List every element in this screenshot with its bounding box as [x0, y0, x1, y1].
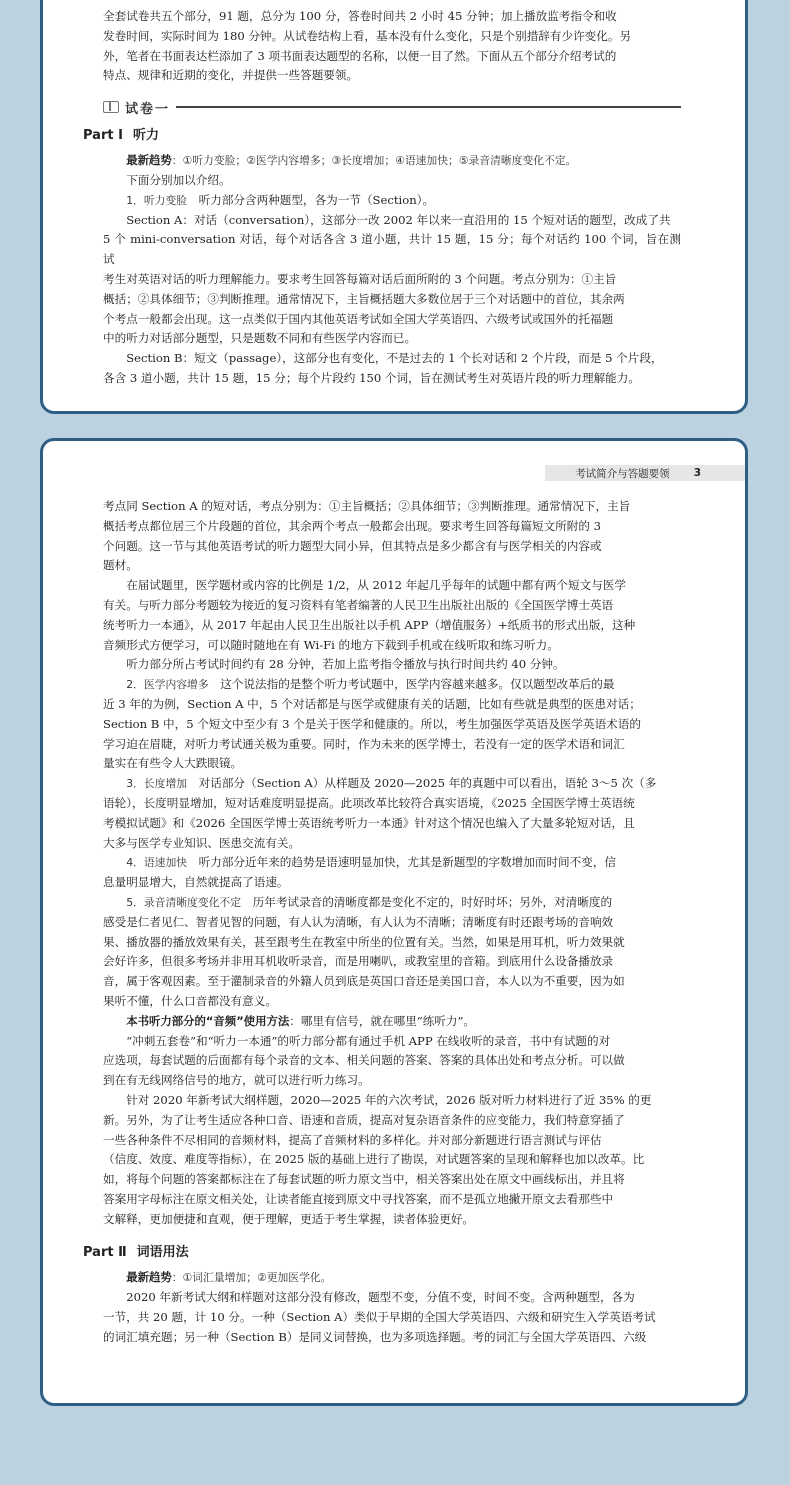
- intro-paragraph: [103, 7, 681, 86]
- text-line: 5 个 mini-conversation 对话，每个对话各含 3 道小题，共计 15 题，15 分；每个对话约 100 个词，旨在测试: [103, 232, 681, 267]
- item3-head: 3．长度增加: [126, 777, 188, 791]
- text-line: 如，将每个问题的答案都标注在了每套试题的听力原文当中，相关答案出处在原文中画线标出，并且将: [103, 1172, 625, 1187]
- item1-text: 听力部分含两种题型，各为一节（Section）。: [187, 192, 435, 207]
- section-heading: [103, 98, 681, 116]
- trend-line: [103, 1268, 681, 1288]
- text-line: 到在有无线网络信号的地方，就可以进行听力练习。: [103, 1073, 370, 1088]
- item2-text: 这个说法指的是整个听力考试题中，医学内容越来越多。仅以题型改革后的最: [208, 677, 615, 692]
- text-line: 会好许多，但很多考场并非用耳机收听录音，而是用喇叭，或教室里的音箱。到底用什么设备播放录: [103, 954, 614, 969]
- text-line: 应选项，每套试题的后面都有每个录音的文本、相关问题的答案、答案的具体出处和考点分析。可以做: [103, 1053, 625, 1068]
- text-line: 全套试卷共五个部分，91 题，总分为 100 分，答卷时间共 2 小时 45 分钟；加上播放监考指令和收: [103, 9, 617, 23]
- text-line: 题材。: [103, 558, 138, 573]
- text-line: 的词汇填充题；另一种（Section B）是同义词替换，也为多项选择题。考的词汇与全国大学英语四、六级: [103, 1329, 647, 1344]
- text-line: 一节，共 20 题，计 10 分。一种（Section A）类似于早期的全国大学英语四、六级和研究生入学英语考试: [103, 1310, 656, 1325]
- text-line: 中的听力对话部分题型，只是题数不同和有些医学内容而已。: [103, 331, 417, 346]
- text-line: 音，属于客观因素。至于灌制录音的外籍人员到底是英国口音还是美国口音，本人以为不重要，因为如: [103, 974, 625, 989]
- text-line: 一些各种条件不尽相同的音频材料，提高了音频材料的多样化。并对部分新题进行语言测试与评估: [103, 1132, 602, 1147]
- audio-usage-text: ：哪里有信号，就在哪里“练听力”。: [289, 1013, 476, 1028]
- part-heading-vocabulary: [83, 1241, 681, 1260]
- text-line: 有关。与听力部分考题较为接近的复习资料有笔者编著的人民卫生出版社出版的《全国医学博士英语: [103, 597, 614, 612]
- page-card-top: [40, 0, 748, 414]
- part-title: 听力: [132, 128, 159, 144]
- part-title: 词语用法: [136, 1245, 189, 1261]
- item2-head: 2．医学内容增多: [126, 678, 209, 692]
- part-number: Part Ⅰ: [83, 128, 123, 144]
- section-title: 试卷一: [125, 101, 171, 117]
- text-line: [103, 675, 681, 695]
- audio-usage-label: 本书听力部分的“音频”使用方法: [126, 1013, 290, 1028]
- text-line: （信度、效度、难度等指标），在 2025 版的基础上进行了勘误，对试题答案的呈现和解释也加以改革。比: [103, 1152, 645, 1167]
- text-line: 听力部分所占考试时间约有 28 分钟，若加上监考指令播放与执行时间共约 40 分钟。: [126, 657, 565, 672]
- text-line: 新。另外，为了让考生适应各种口音、语速和音质，提高对复杂语音条件的应变能力，我们特意穿插了: [103, 1112, 625, 1127]
- text-line: “冲刺五套卷”和“听力一本通”的听力部分都有通过手机 APP 在线收听的录音，书中有试题的对: [126, 1033, 611, 1048]
- text-line: 发卷时间，实际时间为 180 分钟。从试卷结构上看，基本没有什么变化，只是个别措辞有少许变化。另: [103, 28, 632, 43]
- running-header: [545, 465, 745, 481]
- text-line: 文解释，更加便捷和直观，便于理解，更适于考生掌握，读者体验更好。: [103, 1211, 475, 1226]
- book-icon: [103, 101, 119, 113]
- update-paragraph: [103, 1091, 681, 1230]
- text-line: [103, 774, 681, 794]
- text-line: 果听不懂，什么口音都没有意义。: [103, 993, 277, 1008]
- header-title: 考试简介与答题要领: [575, 467, 670, 480]
- text-line: 息量明显增大，自然就提高了语速。: [103, 875, 289, 890]
- text-line: 特点、规律和近期的变化，并提供一些答题要领。: [103, 68, 359, 83]
- follow-line: 下面分别加以介绍。: [126, 172, 231, 187]
- text-line: 考点同 Section A 的短对话，考点分别为：①主旨概括；②具体细节；③判断推理。通常情况下，主旨: [103, 499, 631, 513]
- text-line: 在届试题里，医学题材或内容的比例是 1/2，从 2012 年起几乎每年的试题中都有两个短文与医学: [126, 578, 626, 593]
- text-line: [103, 853, 681, 873]
- section-rule: [176, 106, 681, 108]
- trend-text: ：①听力变脸；②医学内容增多；③长度增加；④语速加快；⑤录音清晰度变化不定。: [171, 154, 577, 168]
- item1-head: 1．听力变脸: [126, 193, 188, 207]
- part-number: Part Ⅱ: [83, 1245, 127, 1261]
- page-content-top: [83, 7, 681, 389]
- section-b-paragraph: [103, 349, 681, 389]
- item4-head: 4．语速加快: [126, 856, 188, 870]
- item5-head: 5．录音清晰度变化不定: [126, 895, 242, 909]
- item3-paragraph: [103, 774, 681, 853]
- trend-line: [103, 151, 681, 171]
- item2-paragraph: [103, 675, 681, 774]
- audio-usage-line: [103, 1012, 681, 1032]
- item5-text: 历年考试录音的清晰度都是变化不定的，时好时坏；另外，对清晰度的: [241, 894, 613, 909]
- text-line: Section B：短文（passage），这部分也有变化，不是过去的 1 个长对话和 2 个片段，而是 5 个片段，: [126, 351, 663, 366]
- text-line: [103, 893, 681, 913]
- item4-paragraph: [103, 853, 681, 893]
- page-card-3: [40, 438, 748, 1406]
- part-heading-listening: [83, 124, 681, 143]
- page-number: 3: [693, 467, 701, 479]
- text-line: 学习迫在眉睫，对听力考试通关极为重要。同时，作为未来的医学博士，若没有一定的医学术语和词汇: [103, 736, 625, 751]
- text-line: 针对 2020 年新考试大纲样题，2020—2025 年的六次考试，2026 版对听力材料进行了近 35% 的更: [126, 1092, 652, 1107]
- text-line: 2020 年新考试大纲和样题对这部分没有修改，题型不变，分值不变，时间不变。含两种题型，各为: [126, 1290, 635, 1305]
- text-line: 答案用字母标注在原文相关处，让读者能直接到原文中寻找答案，而不是孤立地撇开原文去看那些中: [103, 1191, 614, 1206]
- app-paragraph: [103, 1032, 681, 1091]
- text-line: 音频形式方便学习，可以随时随地在有 Wi-Fi 的地方下载到手机或在线听取和练习听力。: [103, 637, 559, 652]
- trend-label: 最新趋势: [126, 153, 172, 168]
- vocab-paragraph: [103, 1288, 681, 1347]
- item4-text: 听力部分近年来的趋势是语速明显加快，尤其是新题型的字数增加而时间不变，信: [187, 855, 617, 870]
- text-line: 概括；②具体细节；③判断推理。通常情况下，主旨概括题大多数位居于三个对话题中的首位，其余两: [103, 291, 625, 306]
- text-line: 外，笔者在书面表达栏添加了 3 项书面表达题型的名称，以便一目了然。下面从五个部分介绍考试的: [103, 48, 617, 63]
- text-line: 大多与医学专业知识、医患交流有关。: [103, 835, 301, 850]
- text-line: 语轮），长度明显增加，短对话难度明显提高。此项改革比较符合真实语境，《2025 全国医学博士英语统: [103, 795, 635, 810]
- text-line: Section A：对话（conversation），这部分一改 2002 年以来一直沿用的 15 个短对话的题型，改成了共: [126, 212, 671, 227]
- paragraph: [103, 576, 681, 655]
- paragraph: [103, 497, 681, 576]
- text-line: 感受是仁者见仁、智者见智的问题，有人认为清晰，有人认为不清晰；清晰度有时还跟考场的音响效: [103, 914, 614, 929]
- text-line: Section B 中，5 个短文中至少有 3 个是关于医学和健康的。所以，考生加强医学英语及医学英语术语的: [103, 716, 641, 731]
- item3-text: 对话部分（Section A）从样题及 2020—2025 年的真题中可以看出，语轮 3～5 次（多: [187, 776, 657, 791]
- item1-line: [103, 191, 681, 211]
- text-line: 概括考点都位居三个片段题的首位，其余两个考点一般都会出现。要求考生回答每篇短文所附的 3: [103, 518, 602, 533]
- text-line: 个问题。这一节与其他英语考试的听力题型大同小异，但其特点是多少都含有与医学相关的内容或: [103, 538, 602, 553]
- text-line: 考生对英语对话的听力理解能力。要求考生回答每篇对话后面所附的 3 个问题。考点分别为：①主旨: [103, 271, 617, 286]
- trend-text: ：①词汇量增加；②更加医学化。: [171, 1271, 332, 1285]
- section-a-paragraph: [103, 211, 681, 350]
- text-line: 量实在有些令人大跌眼镜。: [103, 756, 243, 771]
- text-line: 统考听力一本通》，从 2017 年起由人民卫生出版社以手机 APP（增值服务）+纸质书的形式出版，这种: [103, 617, 636, 632]
- text-line: 个考点一般都会出现。这一点类似于国内其他英语考试如全国大学英语四、六级考试或国外的托福题: [103, 311, 614, 326]
- text-line: 各含 3 道小题，共计 15 题，15 分；每个片段约 150 个词，旨在测试考生对英语片段的听力理解能力。: [103, 370, 640, 385]
- text-line: 近 3 年的为例，Section A 中，5 个对话都是与医学或健康有关的话题，比如有些就是典型的医患对话；: [103, 696, 641, 711]
- item5-paragraph: [103, 893, 681, 1012]
- trend-label: 最新趋势: [126, 1270, 172, 1285]
- text-line: 果、播放器的播放效果有关，甚至跟考生在教室中所坐的位置有关。当然，如果是用耳机，听力效果就: [103, 934, 625, 949]
- text-line: 考模拟试题》和《2026 全国医学博士英语统考听力一本通》针对这个情况也编入了大量多轮短对话，且: [103, 815, 635, 830]
- page-content: [83, 497, 681, 1348]
